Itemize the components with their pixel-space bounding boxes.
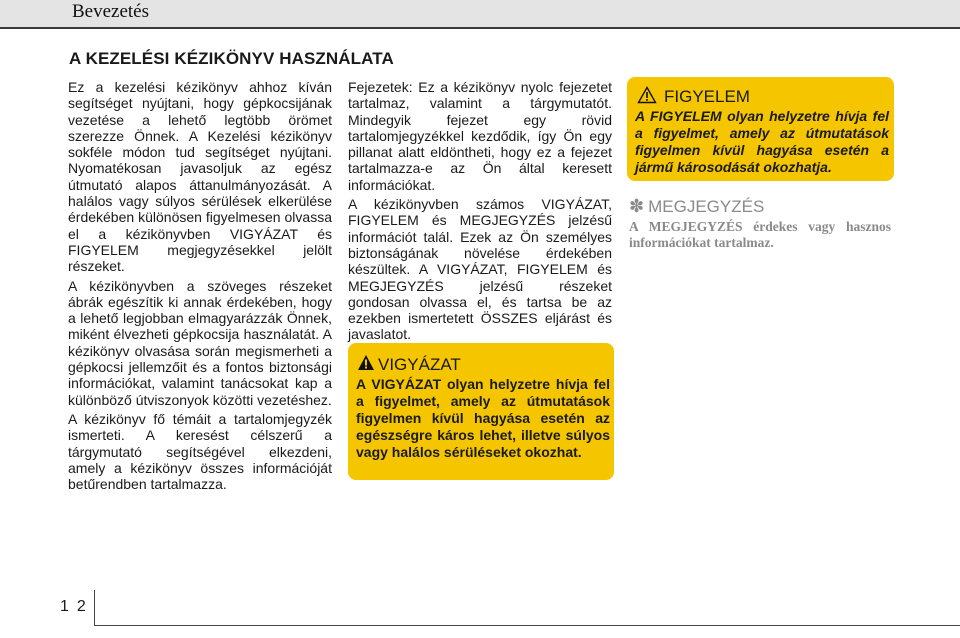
caution-text: A FIGYELEM olyan helyzetre hívja fel a figyelmet, amely az útmutatások figyelmen kívül hagyása esetén a jármű károsodását okozhatja. xyxy=(635,108,889,175)
section-title: A KEZELÉSI KÉZIKÖNYV HASZNÁLATA xyxy=(69,49,394,68)
text-column-left xyxy=(68,79,332,495)
text-column-middle xyxy=(348,79,612,346)
page-number xyxy=(60,598,94,616)
paragraph: A kézikönyvben a szöveges részeket ábrák egészítik ki annak érdekében, hogy a lehető legjobban elmagyarázzák Önnek, miként élvezheti gépkocsija használatát. A kézikönyv olvasása során megismerheti a gépkocsi jellemzőit és a fontos biztonsági információkat, valamint tanácsokat kap a különböző útviszonyok közötti vezetéshez. xyxy=(68,277,332,408)
caution-box xyxy=(627,77,894,181)
page-header xyxy=(0,0,960,29)
warning-title: VIGYÁZAT xyxy=(378,355,461,374)
warning-box xyxy=(348,343,614,480)
note-title xyxy=(629,196,764,217)
paragraph: Fejezetek: Ez a kézikönyv nyolc fejezetet tartalmaz, valamint a tárgymutatót. Mindegyik fejezet egy rövid tartalomjegyzékkel kezdődik, így Ön egy pillanat alatt eldöntheti, hogy ez a fejezet tartalmazza-e az Ön által keresett információkat. xyxy=(348,79,612,193)
note-text: A MEGJEGYZÉS érdekes vagy hasznos információkat tartalmaz. xyxy=(629,219,891,250)
note-star-icon: ✽ xyxy=(629,196,645,216)
warning-triangle-icon xyxy=(357,354,375,371)
paragraph: A kézikönyvben számos VIGYÁZAT, FIGYELEM és MEGJEGYZÉS jelzésű információt talál. Ezek az Ön személyes biztonságának növelése érdekében készültek. A VIGYÁZAT, FIGYELEM és MEGJEGYZÉS jelzésű részeket gondosan olvassa el, és tartsa be az ezekben ismertetett ÖSSZES eljárást és javaslatot. xyxy=(348,196,612,343)
footer-divider-vertical xyxy=(94,590,95,625)
chapter-title: Bevezetés xyxy=(72,1,150,22)
caution-triangle-icon xyxy=(637,86,657,104)
caution-title: FIGYELEM xyxy=(664,87,750,106)
note-title-label: MEGJEGYZÉS xyxy=(648,197,765,216)
warning-text: A VIGYÁZAT olyan helyzetre hívja fel a figyelmet, amely az útmutatások figyelmen kívül hagyása esetén az egészségre káros lehet, illetve súlyos vagy halálos sérüléseket okozhat. xyxy=(356,376,610,460)
chapter-number: 1 xyxy=(60,598,69,615)
page-index: 2 xyxy=(76,598,86,615)
paragraph: Ez a kezelési kézikönyv ahhoz kíván segítséget nyújtani, hogy gépkocsijának vezetése a lehető legtöbb örömet szerezze Önnek. A Kezelési kézikönyv sokféle módon tud segítséget nyújtani. Nyomatékosan javasoljuk az egész útmutató alapos áttanulmányozását. A halálos vagy súlyos sérülések elkerülése érdekében különösen figyelmesen olvassa el a kézikönyvben VIGYÁZAT és FIGYELEM megjegyzésekkel jelölt részeket. xyxy=(68,79,332,275)
footer-rule xyxy=(94,625,960,626)
paragraph: A kézikönyv fő témáit a tartalomjegyzék ismerteti. A keresést célszerű a tárgymutató segítségével elkezdeni, amely a kézikönyv összes információját betűrendben tartalmazza. xyxy=(68,410,332,493)
